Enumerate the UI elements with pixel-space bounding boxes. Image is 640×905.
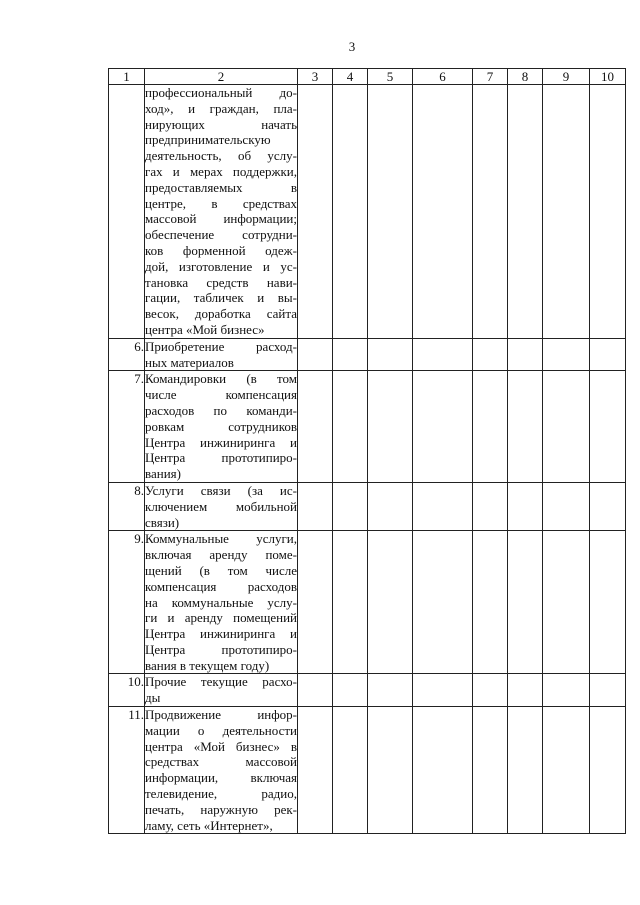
description-line: ги и аренду помещений [145,610,297,626]
description-line: на коммунальные услу- [145,594,297,610]
description-line: компенсация расходов [145,578,297,594]
empty-cell-col-8 [508,531,543,674]
description-line: числе компенсация [145,387,297,403]
table-row [109,338,626,371]
row-description [145,85,298,339]
empty-cell-col-3 [298,531,333,674]
empty-cell-col-10 [590,531,626,674]
empty-cell-col-6 [413,531,473,674]
empty-cell-col-9 [543,338,590,371]
empty-cell-col-10 [590,707,626,834]
row-description [145,531,298,674]
empty-cell-col-4 [333,85,368,339]
empty-cell-col-8 [508,482,543,530]
description-line: вания в текущем году) [145,657,270,673]
empty-cell-col-3 [298,85,333,339]
empty-cell-col-5 [368,371,413,483]
empty-cell-col-10 [590,338,626,371]
empty-cell-col-5 [368,338,413,371]
description-line: ход», и граждан, пла- [145,100,297,116]
header-cell-3: 3 [298,69,333,85]
description-line: весок, доработка сайта [145,306,297,322]
empty-cell-col-3 [298,482,333,530]
description-line: Коммунальные услуги, [145,531,297,547]
empty-cell-col-9 [543,85,590,339]
empty-cell-col-7 [473,371,508,483]
empty-cell-col-7 [473,674,508,707]
empty-cell-col-4 [333,707,368,834]
description-line: средствах массовой [145,754,297,770]
description-line: центра «Мой бизнес» [145,321,265,337]
description-line: нирующих начать [145,116,297,132]
empty-cell-col-4 [333,674,368,707]
empty-cell-col-4 [333,482,368,530]
empty-cell-col-8 [508,85,543,339]
header-cell-2: 2 [145,69,298,85]
table-body [109,85,626,834]
header-cell-9: 9 [543,69,590,85]
empty-cell-col-5 [368,707,413,834]
empty-cell-col-9 [543,531,590,674]
empty-cell-col-8 [508,371,543,483]
empty-cell-col-4 [333,371,368,483]
table-row [109,674,626,707]
description-line: щений (в том числе [145,562,297,578]
empty-cell-col-9 [543,482,590,530]
header-cell-10: 10 [590,69,626,85]
description-line: обеспечение сотрудни- [145,227,297,243]
empty-cell-col-3 [298,338,333,371]
empty-cell-col-10 [590,674,626,707]
empty-cell-col-5 [368,482,413,530]
header-cell-7: 7 [473,69,508,85]
description-line: печать, наружную рек- [145,801,297,817]
description-line: деятельность, об услу- [145,148,297,164]
description-line: Центра инжиниринга и [145,626,297,642]
empty-cell-col-7 [473,85,508,339]
description-line: мации о деятельности [145,722,297,738]
header-cell-1: 1 [109,69,145,85]
description-line: дой, изготовление и ус- [145,258,297,274]
empty-cell-col-7 [473,338,508,371]
empty-cell-col-5 [368,85,413,339]
description-line: массовой информации; [145,211,297,227]
empty-cell-col-4 [333,338,368,371]
empty-cell-col-10 [590,482,626,530]
budget-table [108,68,626,834]
empty-cell-col-7 [473,531,508,674]
row-number: 11. [109,707,145,834]
row-number: 8. [109,482,145,530]
description-line: ков форменной одеж- [145,242,297,258]
description-line: связи) [145,514,180,530]
empty-cell-col-8 [508,674,543,707]
empty-cell-col-3 [298,707,333,834]
table-row [109,482,626,530]
description-line: Услуги связи (за ис- [145,482,297,498]
row-number: 10. [109,674,145,707]
table-row [109,85,626,339]
table-row [109,531,626,674]
description-line: вания) [145,466,181,482]
empty-cell-col-8 [508,707,543,834]
row-description [145,482,298,530]
row-number [109,85,145,339]
empty-cell-col-6 [413,707,473,834]
empty-cell-col-10 [590,371,626,483]
empty-cell-col-9 [543,371,590,483]
description-line: профессиональный до- [145,85,297,100]
header-cell-4: 4 [333,69,368,85]
table-row [109,371,626,483]
empty-cell-col-3 [298,371,333,483]
description-line: Центра инжиниринга и [145,434,297,450]
description-line: ровкам сотрудников [145,418,297,434]
page-number: 3 [348,39,356,54]
description-line: гах и мерах поддержки, [145,163,297,179]
empty-cell-col-10 [590,85,626,339]
header-cell-8: 8 [508,69,543,85]
empty-cell-col-4 [333,531,368,674]
description-line: ных материалов [145,354,234,370]
description-line: ламу, сеть «Интернет», [145,817,273,833]
empty-cell-col-6 [413,674,473,707]
row-description [145,338,298,371]
header-cell-6: 6 [413,69,473,85]
row-description [145,371,298,483]
empty-cell-col-8 [508,338,543,371]
description-line: включая аренду поме- [145,547,297,563]
description-line: Прочие текущие расхо- [145,674,297,690]
row-description [145,707,298,834]
description-line: ключением мобильной [145,498,297,514]
empty-cell-col-9 [543,707,590,834]
description-line: Центра прототипиро- [145,641,297,657]
table-row [109,707,626,834]
header-row [109,69,626,85]
description-line: гации, табличек и вы- [145,290,297,306]
row-number: 7. [109,371,145,483]
description-line: ды [145,690,161,706]
description-line: Центра прототипиро- [145,450,297,466]
empty-cell-col-9 [543,674,590,707]
empty-cell-col-7 [473,482,508,530]
description-line: тановка средств нави- [145,274,297,290]
description-line: Приобретение расход- [145,338,297,354]
row-number: 6. [109,338,145,371]
description-line: информации, включая [145,770,297,786]
empty-cell-col-5 [368,674,413,707]
description-line: предоставляемых в [145,179,297,195]
description-line: телевидение, радио, [145,786,297,802]
empty-cell-col-5 [368,531,413,674]
empty-cell-col-6 [413,371,473,483]
description-line: центре, в средствах [145,195,297,211]
row-number: 9. [109,531,145,674]
row-description [145,674,298,707]
empty-cell-col-6 [413,85,473,339]
empty-cell-col-3 [298,674,333,707]
empty-cell-col-6 [413,338,473,371]
description-line: центра «Мой бизнес» в [145,738,297,754]
description-line: расходов по команди- [145,402,297,418]
empty-cell-col-6 [413,482,473,530]
header-cell-5: 5 [368,69,413,85]
description-line: предпринимательскую [145,132,271,148]
description-line: Продвижение инфор- [145,707,297,723]
empty-cell-col-7 [473,707,508,834]
description-line: Командировки (в том [145,371,297,387]
